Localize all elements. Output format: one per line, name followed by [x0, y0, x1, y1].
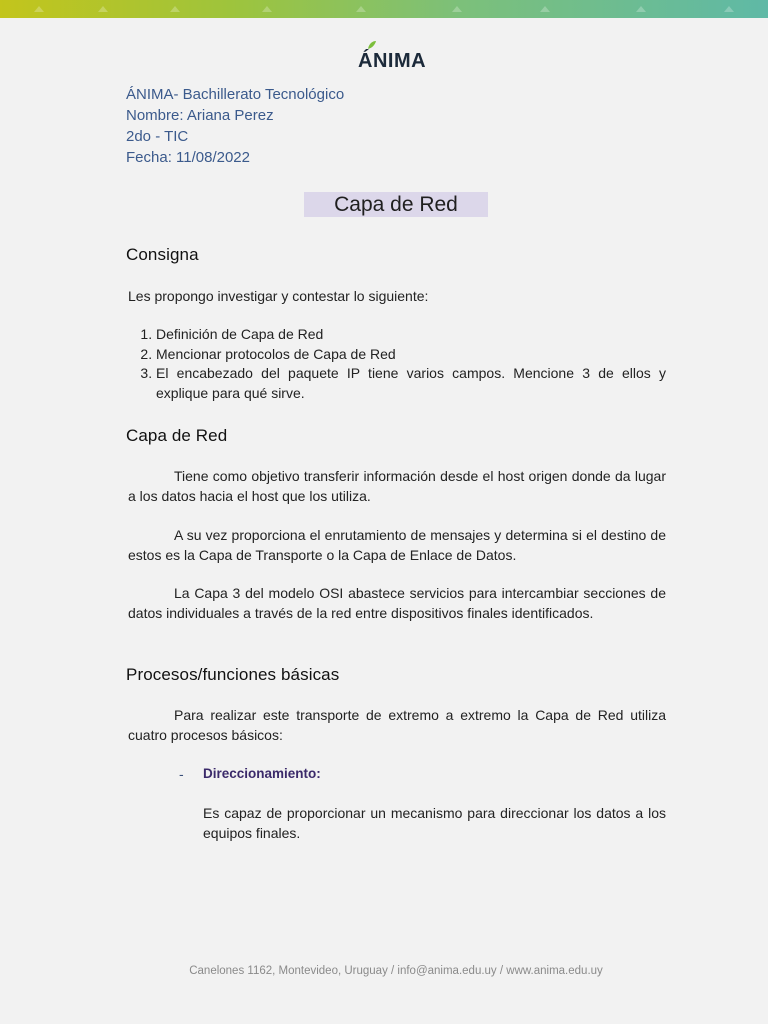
direccionamiento-title: Direccionamiento:: [203, 766, 321, 781]
capa-paragraph-2: A su vez proporciona el enrutamiento de mensajes y determina si el destino de estos es la Capa de Transporte o la Capa de Enlace de Datos.: [128, 527, 666, 563]
leaf-icon: [367, 40, 377, 50]
logo-text: ÁNIMA: [358, 50, 427, 72]
top-gradient-bar: [0, 0, 768, 18]
date-line: Fecha: 11/08/2022: [126, 149, 250, 166]
decor-triangle: [170, 6, 180, 12]
decor-triangle: [34, 6, 44, 12]
student-info: [126, 84, 344, 168]
consigna-intro: Les propongo investigar y contestar lo siguiente:: [128, 288, 429, 304]
decor-triangle: [356, 6, 366, 12]
task-item: 2. Mencionar protocolos de Capa de Red: [156, 345, 666, 365]
institution-line: ÁNIMA- Bachillerato Tecnológico: [126, 86, 345, 103]
direccionamiento-body: Es capaz de proporcionar un mecanismo para direccionar los datos a los equipos finales.: [203, 805, 666, 841]
name-line: Nombre: Ariana Perez: [126, 107, 274, 124]
task-list: [128, 325, 666, 403]
decor-triangle: [636, 6, 646, 12]
consigna-heading: Consigna: [126, 245, 199, 264]
capa-heading: Capa de Red: [126, 426, 228, 445]
course-line: 2do - TIC: [126, 128, 189, 145]
task-item: 3. El encabezado del paquete IP tiene varios campos. Mencione 3 de ellos y explique para qué sirve.: [156, 364, 666, 403]
decor-triangle: [98, 6, 108, 12]
anima-logo: [358, 44, 438, 74]
decor-triangle: [540, 6, 550, 12]
capa-paragraph-1: Tiene como objetivo transferir información desde el host origen donde da lugar a los datos hacia el host que los utiliza.: [128, 468, 666, 504]
bullet-dash: -: [179, 766, 184, 782]
decor-triangle: [724, 6, 734, 12]
page-footer: Canelones 1162, Montevideo, Uruguay / info@anima.edu.uy / www.anima.edu.uy: [189, 965, 603, 977]
procesos-paragraph: Para realizar este transporte de extremo a extremo la Capa de Red utiliza cuatro procesos básicos:: [128, 707, 666, 743]
document-title: Capa de Red: [304, 192, 488, 217]
decor-triangle: [452, 6, 462, 12]
decor-triangle: [262, 6, 272, 12]
procesos-heading: Procesos/funciones básicas: [126, 665, 340, 684]
capa-paragraph-3: La Capa 3 del modelo OSI abastece servicios para intercambiar secciones de datos individuales a través de la red entre dispositivos finales identificados.: [128, 585, 666, 621]
task-item: 1. Definición de Capa de Red: [156, 325, 666, 345]
